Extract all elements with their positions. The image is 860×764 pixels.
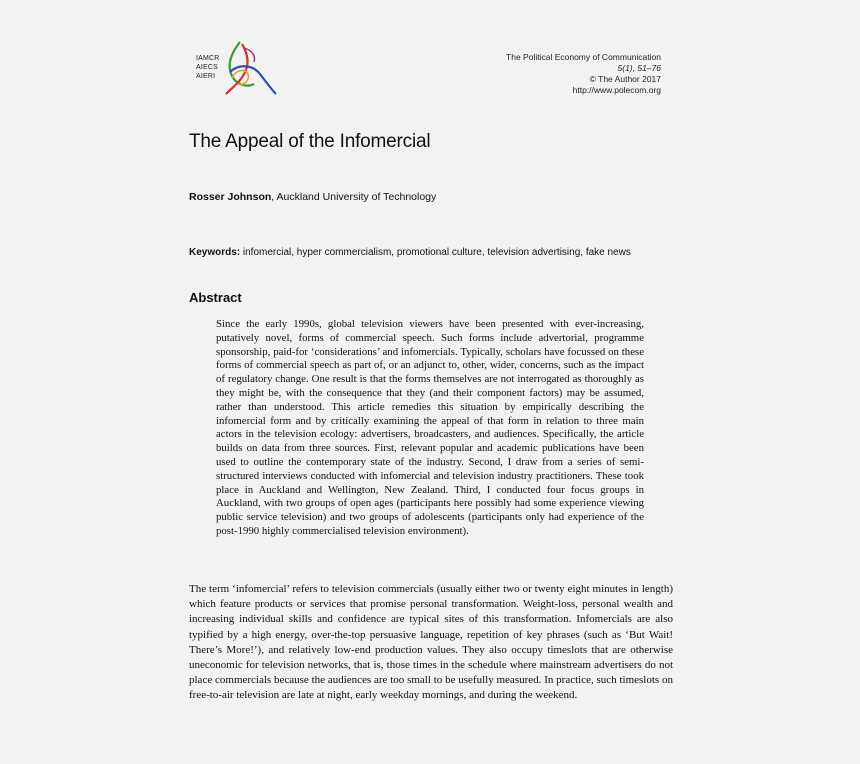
abstract-heading: Abstract <box>189 290 242 305</box>
journal-copyright: © The Author 2017 <box>589 74 661 84</box>
keywords-text: infomercial, hyper commercialism, promotional culture, television advertising, fake news <box>240 247 631 258</box>
logo-line: AIERI <box>196 73 216 80</box>
logo-line: AIECS <box>196 64 219 71</box>
keywords-label: Keywords: <box>189 247 241 258</box>
journal-issue: 5(1), 51–76 <box>617 63 661 73</box>
article-title: The Appeal of the Infomercial <box>189 131 431 152</box>
logo-text <box>196 54 220 81</box>
logo-line: IAMCR <box>196 55 220 62</box>
iamcr-logo <box>196 38 282 102</box>
abstract-text: Since the early 1990s, global television viewers have been presented with ever-increasing, putatively novel, forms of commercial speech. Such forms include advertorial, programme sponsorship, paid-for ‘considerations’ and infomercials. Typically, scholars have focussed on these forms of commercial speech as part of, or an adjunct to, other, wider, concerns, such as the impact of regulatory change. One result is that the forms themselves are not interrogated as thoroughly as they might be, with the consequence that they (and their component factors) may be assumed, rather than understood. This article remedies this situation by empirically describing the infomercial form and by critically examining the appeal of that form in relation to three main actors in the television ecology: advertisers, broadcasters, and audiences. Specifically, the article builds on data from three sources. First, relevant popular and academic publications have been used to outline the contemporary state of the industry. Second, I draw from a series of semi-structured interviews conducted with infomercial and television industry practitioners. These took place in Auckland and Wellington, New Zealand. Third, I conducted four focus groups in Auckland, with two groups of open ages (participants here possibly had some experience viewing public service television) and two groups of adolescents (participants only had experience of the post-1990 highly commercialised television environment). <box>216 318 644 537</box>
journal-url[interactable]: http://www.polecom.org <box>572 85 661 95</box>
journal-info <box>506 52 661 96</box>
keywords-line <box>189 247 631 258</box>
author-affiliation: , Auckland University of Technology <box>271 191 437 203</box>
author-name: Rosser Johnson <box>189 191 272 203</box>
intro-paragraph: The term ‘infomercial’ refers to television commercials (usually either two or twenty eight minutes in length) which feature products or services that promise personal transformation. Weight-loss, personal wealth and increasing individual skills and confidence are typical sites of this transformation. Infomercials are also typified by a high energy, over-the-top persuasive language, repetition of key phrases (such as ‘But Wait! There’s More!’), and relatively low-end production values. They also occupy timeslots that are otherwise uneconomic for television networks, that is, those times in the schedule where mainstream advertisers do not place commercials because the audiences are too small to be usefully measured. In practice, such timeslots on free-to-air television are late at night, early weekday mornings, and during the weekend. <box>189 583 673 702</box>
author-line <box>189 191 436 203</box>
journal-name: The Political Economy of Communication <box>506 52 661 62</box>
